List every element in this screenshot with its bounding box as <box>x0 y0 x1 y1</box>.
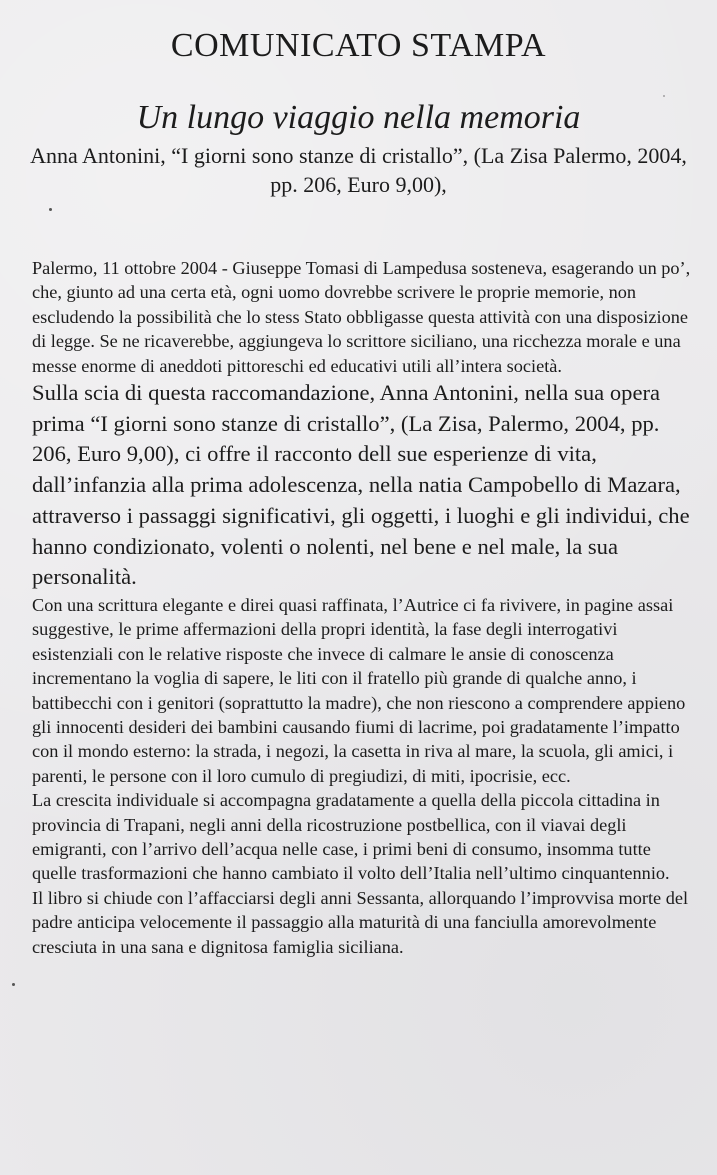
paragraph-closing: Il libro si chiude con l’affacciarsi degli anni Sessanta, allorquando l’improvvisa morte del padre anticipa velocemente il passaggio alla maturità di una fanciulla amorevolmente cresciuta in una sana e dignitosa famiglia siciliana. <box>32 887 689 957</box>
scan-speck <box>663 95 665 97</box>
book-reference: Anna Antonini, “I giorni sono stanze di cristallo”, (La Zisa Palermo, 2004, pp. 206, Euro 9,00), <box>30 143 687 197</box>
scan-speck <box>12 983 15 986</box>
paragraph-style: Con una scrittura elegante e direi quasi raffinata, l’Autrice ci fa rivivere, in pagine assai suggestive, le prime affermazioni della propri identità, la fase degli interrogativi esistenziali con le relative risposte che invece di calmare le ansie di conoscenza incrementano la voglia di sapere, le liti con il fratello più grande di qualche anno, i battibecchi con i genitori (soprattutto la madre), che non riescono a comprendere appieno gli innocenti desideri dei bambini causando fiumi di lacrime, poi gradatamente l’impatto con il mondo esterno: la strada, i negozi, la casetta in riva al mare, la scuola, gli amici, i parenti, le persone con il loro cumulo di pregiudizi, di miti, ipocrisie, ecc. <box>32 594 686 786</box>
article-body <box>32 256 700 959</box>
paragraph-intro: Palermo, 11 ottobre 2004 - Giuseppe Tomasi di Lampedusa sosteneva, esagerando un po’, che, giunto ad una certa età, ogni uomo dovrebbe scrivere le proprie memorie, non escludendo la possibilità che lo stess Stato obbligasse questa attività con una disposizione di legge. Se ne ricaverebbe, aggiungeva lo scrittore siciliano, una ricchezza morale e una messe enorme di aneddoti pittoreschi ed educativi utili all’intera società. <box>32 258 691 376</box>
scan-speck <box>49 208 52 211</box>
paragraph-growth: La crescita individuale si accompagna gradatamente a quella della piccola cittadina in provincia di Trapani, negli anni della ricostruzione postbellica, con il viavai degli emigranti, con l’arrivo dell’acqua nelle case, i primi beni di consumo, insomma tutte quelle trasformazioni che hanno cambiato il volto dell’Italia nell’ultimo cinquantennio. <box>32 790 670 884</box>
document-subtitle: Un lungo viaggio nella memoria <box>136 99 581 136</box>
document-title: COMUNICATO STAMPA <box>170 27 547 64</box>
paragraph-recommendation: Sulla scia di questa raccomandazione, Anna Antonini, nella sua opera prima “I giorni sono stanze di cristallo”, (La Zisa, Palermo, 2004, pp. 206, Euro 9,00), ci offre il racconto dell sue esperienze di vita, dall’infanzia alla prima adolescenza, nella natia Campobello di Mazara, attraverso i passaggi significativi, gli oggetti, i luoghi e gli individui, che hanno condizionato, volenti o nolenti, nel bene e nel male, la sua personalità. <box>32 380 690 590</box>
